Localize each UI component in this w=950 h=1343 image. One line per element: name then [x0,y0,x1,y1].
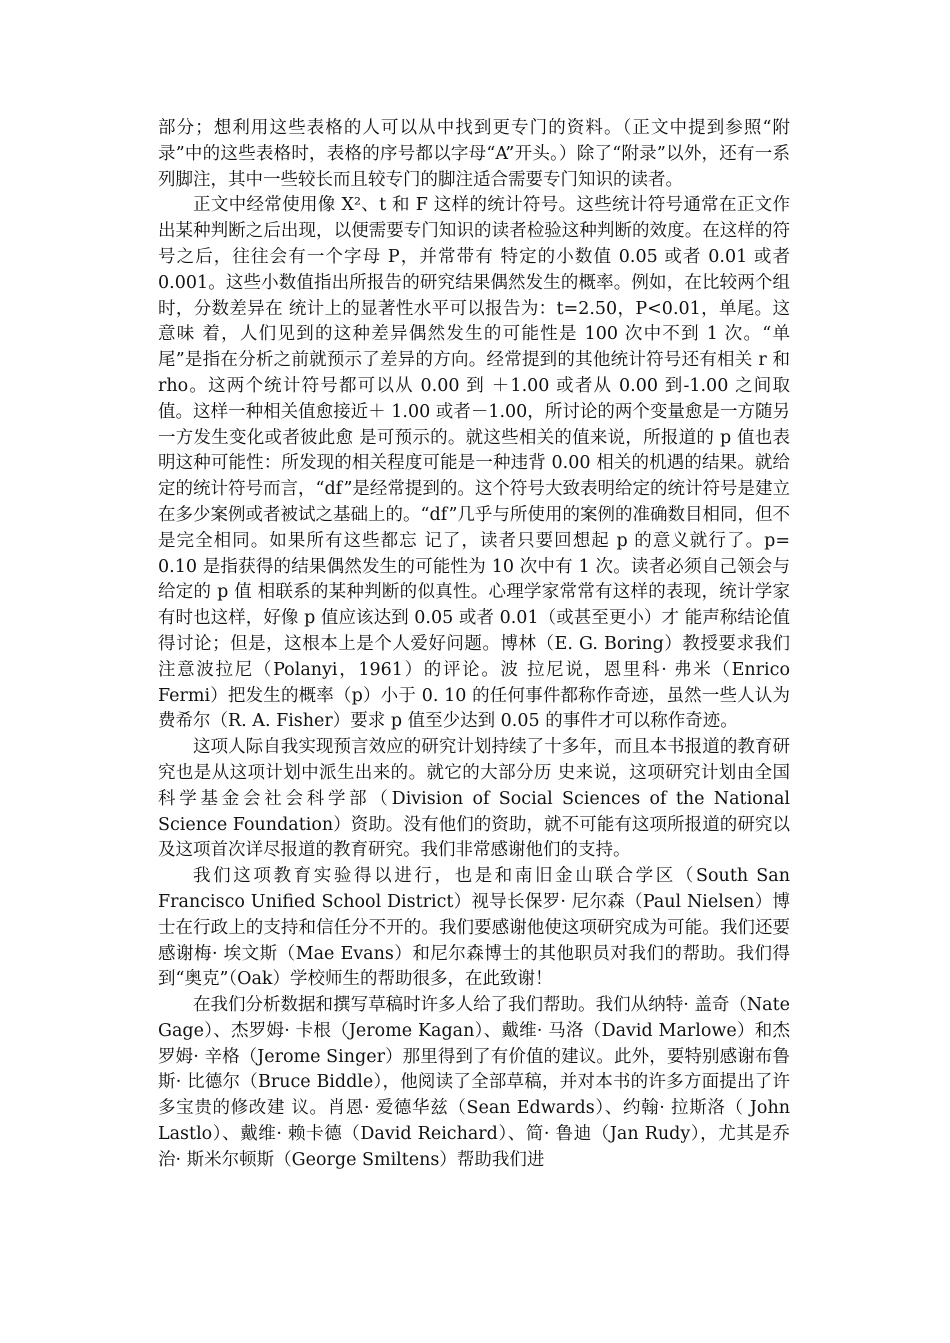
paragraph-3: 这项人际自我实现预言效应的研究计划持续了十多年，而且本书报道的教育研究也是从这项计划中派生出来的。就它的大部分历 史来说，这项研究计划由全国科学基金会社会科学部（Division of Social Sciences of the National Science Foundation）资助。没有他们的资助，就不可能有这项所报道的研究以及这项首次详尽报道的教育研究。我们非常感谢他们的支持。 [158,737,790,861]
paragraph-5: 在我们分析数据和撰写草稿时许多人给了我们帮助。我们从纳特· 盖奇（Nate Gage）、杰罗姆· 卡根（Jerome Kagan）、戴维· 马洛（David Marlowe）和杰罗姆· 辛格（Jerome Singer）那里得到了有价值的建议。此外，要特别感谢布鲁斯· 比德尔（Bruce Biddle），他阅读了全部草稿，并对本书的许多方面提出了许多宝贵的修改建 议。肖恩· 爱德华兹（Sean Edwards）、约翰· 拉斯洛（ John Lastlo）、戴维· 赖卡德（David Reichard）、简· 鲁迪（Jan Rudy），尤其是乔治· 斯米尔顿斯（George Smiltens）帮助我们进 [158,995,790,1170]
paragraph-1: 部分；想利用这些表格的人可以从中找到更专门的资料。（正文中提到参照“附录”中的这些表格时，表格的序号都以字母“A”开头。）除了“附录”以外，还有一系列脚注，其中一些较长而且较专门的脚注适合需要专门知识的读者。 [158,118,790,190]
paragraph-4: 我们这项教育实验得以进行，也是和南旧金山联合学区（South San Francisco Unified School District）视导长保罗· 尼尔森（Paul Nielsen）博士在行政上的支持和信任分不开的。我们要感谢他使这项研究成为可能。我们还要感谢梅· 埃文斯（Mae Evans）和尼尔森博士的其他职员对我们的帮助。我们得到“奥克”（Oak）学校师生的帮助很多，在此致谢！ [158,866,790,990]
document-page [158,116,790,1174]
paragraph-2: 正文中经常使用像 X²、t 和 F 这样的统计符号。这些统计符号通常在正文作出某种判断之后出现，以便需要专门知识的读者检验这种判断的效度。在这样的符号之后，往往会有一个字母 P，并常带有 特定的小数值 0.05 或者 0.01 或者 0.001。这些小数值指出所报告的研究结果偶然发生的概率。例如，在比较两个组时，分数差异在 统计上的显著性水平可以报告为：t=2.50，P<0.01，单尾。这意味 着，人们见到的这种差异偶然发生的可能性是 100 次中不到 1 次。“单尾”是指在分析之前就预示了差异的方向。经常提到的其他统计符号还有相关 r 和 rho。这两个统计符号都可以从 0.00 到 ＋1.00 或者从 0.00 到-1.00 之间取值。这样一种相关值愈接近＋ 1.00 或者－1.00，所讨论的两个变量愈是一方随另一方发生变化或者彼此愈 是可预示的。就这些相关的值来说，所报道的 p 值也表明这种可能性：所发现的相关程度可能是一种违背 0.00 相关的机遇的结果。就给定的统计符号而言，“df”是经常提到的。这个符号大致表明给定的统计符号是建立在多少案例或者被试之基础上的。“df”几乎与所使用的案例的准确数目相同，但不是完全相同。如果所有这些都忘 记了，读者只要回想起 p 的意义就行了。p= 0.10 是指获得的结果偶然发生的可能性为 10 次中有 1 次。读者必须自己领会与给定的 p 值 相联系的某种判断的似真性。心理学家常常有这样的表现，统计学家有时也这样，好像 p 值应该达到 0.05 或者 0.01（或甚至更小）才 能声称结论值得讨论；但是，这根本上是个人爱好问题。博林（E. G. Boring）教授要求我们注意波拉尼（Polanyi，1961）的评论。波 拉尼说，恩里科· 弗米（Enrico Fermi）把发生的概率（p）小于 0. 10 的任何事件都称作奇迹，虽然一些人认为费希尔（R. A. Fisher）要求 p 值至少达到 0.05 的事件才可以称作奇迹。 [158,195,790,732]
